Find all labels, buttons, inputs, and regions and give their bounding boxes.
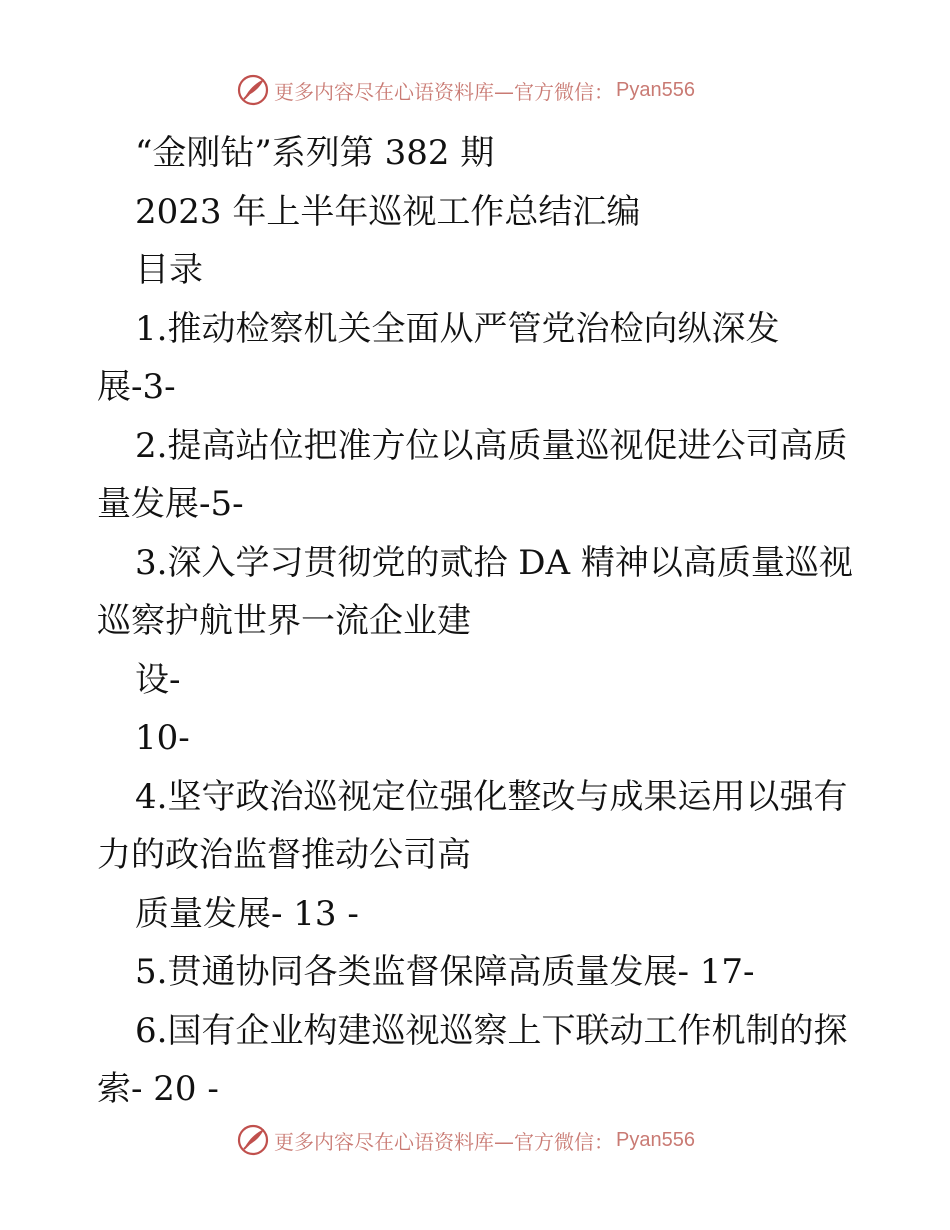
banner-text: 更多内容尽在心语资料库—官方微信： [274,79,614,104]
toc-entry-2-line-2: 量发展-5- [97,484,244,524]
toc-entry-1-line-1: 1.推动检察机关全面从严管党治检向纵深发 [135,308,780,349]
quill-pen-logo-icon [236,1123,270,1157]
toc-entry-3-line-1: 3.深入学习贯彻党的贰拾 DA 精神以高质量巡视 [135,542,853,583]
toc-entry-2-line-1: 2.提高站位把准方位以高质量巡视促进公司高质 [135,425,848,466]
document-body [97,124,857,1119]
toc-entry-6-line-1: 6.国有企业构建巡视巡察上下联动工作机制的探 [135,1010,848,1051]
series-title: “金刚钻”系列第 382 期 [135,133,495,173]
banner-text: 更多内容尽在心语资料库—官方微信： [274,1129,614,1154]
toc-entry-3-page: 10- [135,718,190,758]
toc-entry-3-line-2: 巡察护航世界一流企业建 [97,601,471,641]
toc-entry-3-line-3: 设- [135,659,181,700]
banner-account: Pyan556 [616,78,695,101]
toc-entry-4-line-1: 4.坚守政治巡视定位强化整改与成果运用以强有 [135,776,848,817]
document-title: 2023 年上半年巡视工作总结汇编 [135,191,641,232]
toc-entry-5: 5.贯通协同各类监督保障高质量发展- 17- [135,952,755,992]
toc-entry-4-line-2: 力的政治监督推动公司高 [97,835,471,875]
banner-account: Pyan556 [616,1128,695,1151]
toc-entry-6-line-2: 索- 20 - [97,1069,219,1109]
toc-entry-4-line-3: 质量发展- 13 - [135,893,359,934]
header-watermark-banner [236,73,695,107]
footer-watermark-banner [236,1123,695,1157]
quill-pen-logo-icon [236,73,270,107]
toc-heading: 目录 [135,250,203,290]
toc-entry-1-line-2: 展-3- [97,367,176,407]
